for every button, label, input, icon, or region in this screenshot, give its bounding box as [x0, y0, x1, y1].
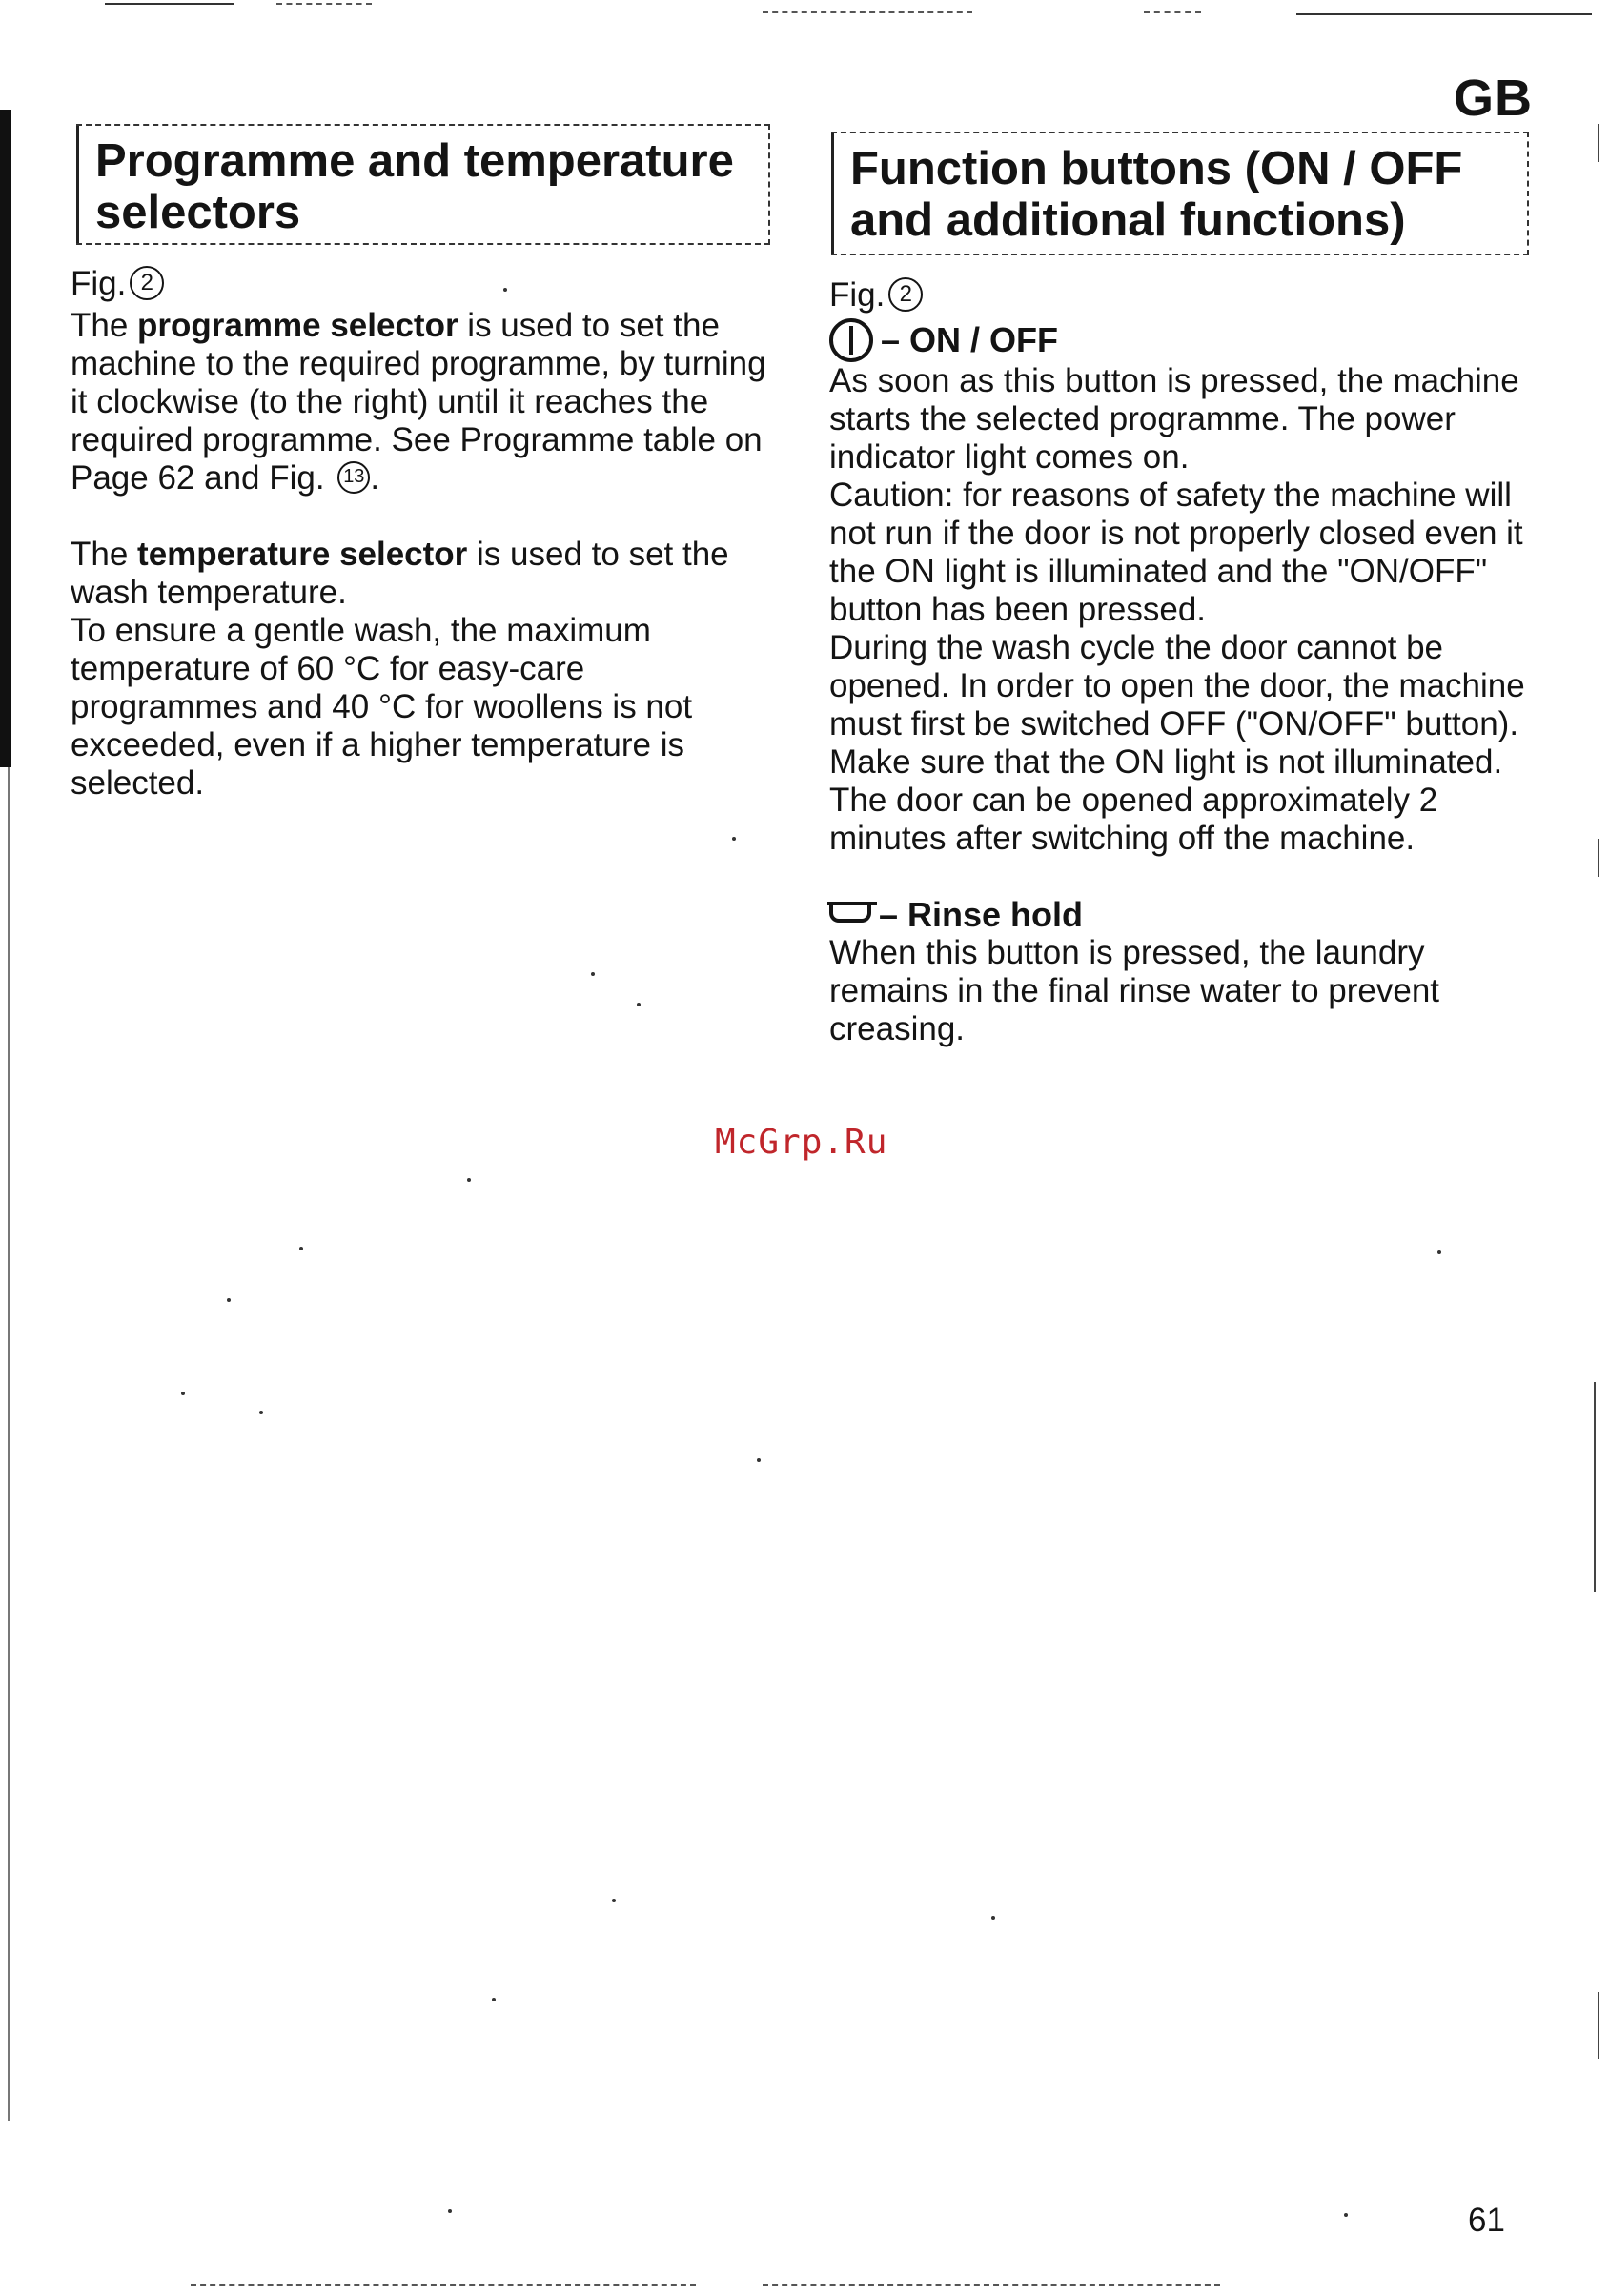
gentle-wash-paragraph: To ensure a gentle wash, the maximum temperature of 60 °C for easy-care programmes and 40 °C for woollens is not exceeded, even if a higher temperature is selected. — [71, 612, 693, 802]
power-icon — [829, 318, 873, 362]
scan-speck — [467, 1178, 471, 1182]
left-column-body — [71, 265, 776, 803]
fig-label: Fig. — [71, 265, 127, 302]
on-off-paragraph-1: As soon as this button is pressed, the machine starts the selected programme. The power indicator light comes on. — [829, 362, 1519, 476]
scan-speck — [259, 1411, 263, 1414]
left-section-heading — [76, 124, 770, 245]
top-rule — [763, 11, 972, 13]
fig-reference — [71, 265, 776, 303]
rinse-hold-subheading — [829, 896, 1527, 934]
scan-speck — [181, 1392, 185, 1395]
watermark: McGrp.Ru — [715, 1123, 888, 1162]
fig-number-badge: 2 — [130, 266, 164, 300]
scan-speck — [492, 1998, 496, 2001]
top-rule — [105, 3, 234, 5]
scan-edge-line — [8, 767, 10, 2121]
on-off-title: – ON / OFF — [881, 320, 1059, 359]
scan-speck — [757, 1458, 761, 1462]
fig-reference — [829, 276, 1527, 315]
page-number: 61 — [1468, 2202, 1505, 2239]
on-off-subheading — [829, 318, 1527, 362]
scan-mark — [1598, 1992, 1599, 2059]
left-heading-line1: Programme and temperature — [95, 135, 734, 187]
fig-number-badge: 13 — [337, 461, 370, 494]
scan-speck — [732, 837, 736, 841]
left-heading-line2: selectors — [95, 187, 301, 238]
on-off-paragraph-3: During the wash cycle the door cannot be opened. In order to open the door, the machine must first be switched OFF ("ON/OFF" button). Make sure that the ON light is not illuminated. — [829, 629, 1525, 781]
on-off-paragraph-2: Caution: for reasons of safety the machine will not run if the door is not properly closed even it the ON light is illuminated and the "ON/OFF" button has been pressed. — [829, 477, 1523, 628]
fig-label: Fig. — [829, 276, 886, 314]
scan-edge-bar — [0, 110, 11, 767]
scan-speck — [227, 1298, 231, 1302]
rinse-hold-paragraph: When this button is pressed, the laundry remains in the final rinse water to prevent creasing. — [829, 934, 1440, 1047]
bottom-rule — [191, 2284, 696, 2286]
scan-speck — [991, 1916, 995, 1920]
on-off-paragraph-4: The door can be opened approximately 2 minutes after switching off the machine. — [829, 782, 1438, 857]
temperature-selector-term: temperature selector — [137, 536, 468, 573]
rinse-hold-title: – Rinse hold — [879, 895, 1084, 934]
scan-speck — [591, 972, 595, 976]
scan-mark — [1598, 124, 1599, 162]
temperature-selector-paragraph: The temperature selector is used to set the wash temperature. — [71, 536, 729, 611]
bottom-rule — [763, 2284, 1220, 2286]
scan-speck — [299, 1247, 303, 1250]
scan-speck — [448, 2209, 452, 2213]
scan-speck — [612, 1899, 616, 1902]
right-section-heading — [831, 132, 1529, 255]
right-heading-line2: and additional functions) — [850, 194, 1406, 246]
top-rule — [276, 3, 372, 5]
scan-speck — [1437, 1250, 1441, 1254]
scan-mark — [1598, 839, 1599, 877]
fig-number-badge: 2 — [888, 277, 923, 312]
scan-mark — [1594, 1382, 1596, 1592]
tub-icon — [829, 904, 871, 923]
scan-speck — [637, 1003, 641, 1006]
top-rule — [1144, 11, 1201, 13]
right-heading-line1: Function buttons (ON / OFF — [850, 143, 1463, 194]
right-column-body — [829, 276, 1527, 1048]
language-tag: GB — [1454, 70, 1533, 127]
top-rule — [1296, 13, 1592, 15]
programme-selector-paragraph: The programme selector is used to set the machine to the required programme, by turning it clockwise (to the right) until it reaches the required programme. See Programme table on Page 62 and Fig. 13 . — [71, 307, 766, 497]
scan-speck — [1344, 2213, 1348, 2217]
programme-selector-term: programme selector — [137, 307, 458, 344]
